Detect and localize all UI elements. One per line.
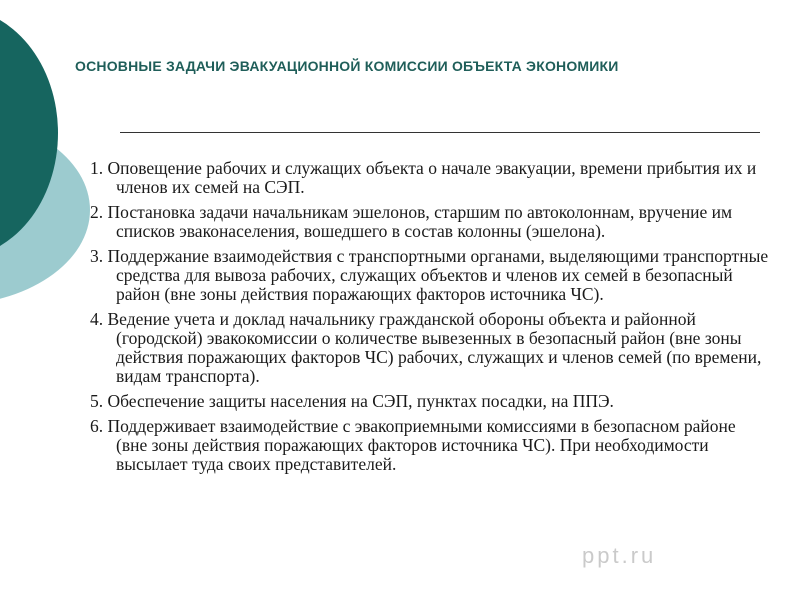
task-item-1: 1. Оповещение рабочих и служащих объекта о начале эвакуации, времени прибытия их и членов их семей на СЭП. bbox=[90, 158, 757, 197]
task-item-4: 4. Ведение учета и доклад начальнику гражданской обороны объекта и районной (городской) эвакокомиссии о количестве вывезенных в безопасный район (вне зоны действия поражающих факторов ЧС) рабочих, служащих и членов семей (по времени, видам транспорта). bbox=[90, 309, 762, 386]
task-item-6: 6. Поддерживает взаимодействие с эвакоприемными комиссиями в безопасном районе (вне зоны действия поражающих факторов источника ЧС). При необходимости высылает туда своих представителей. bbox=[90, 416, 736, 474]
watermark: ppt.ru bbox=[582, 543, 657, 568]
task-list bbox=[90, 159, 770, 480]
task-item-2: 2. Постановка задачи начальникам эшелонов, старшим по автоколоннам, вручение им списков эваконаселения, вошедшего в состав колонны (эшелона). bbox=[90, 202, 733, 241]
task-item-3: 3. Поддержание взаимодействия с транспортными органами, выделяющими транспортные средства для вывоза рабочих, служащих объектов и членов их семей в безопасный район (вне зоны действия поражающих факторов источника ЧС). bbox=[90, 246, 769, 304]
title-divider bbox=[120, 132, 760, 133]
task-item-5: 5. Обеспечение защиты населения на СЭП, пунктах посадки, на ППЭ. bbox=[90, 391, 614, 411]
slide-title: ОСНОВНЫЕ ЗАДАЧИ ЭВАКУАЦИОННОЙ КОМИССИИ ОБЪЕКТА ЭКОНОМИКИ bbox=[75, 58, 619, 74]
